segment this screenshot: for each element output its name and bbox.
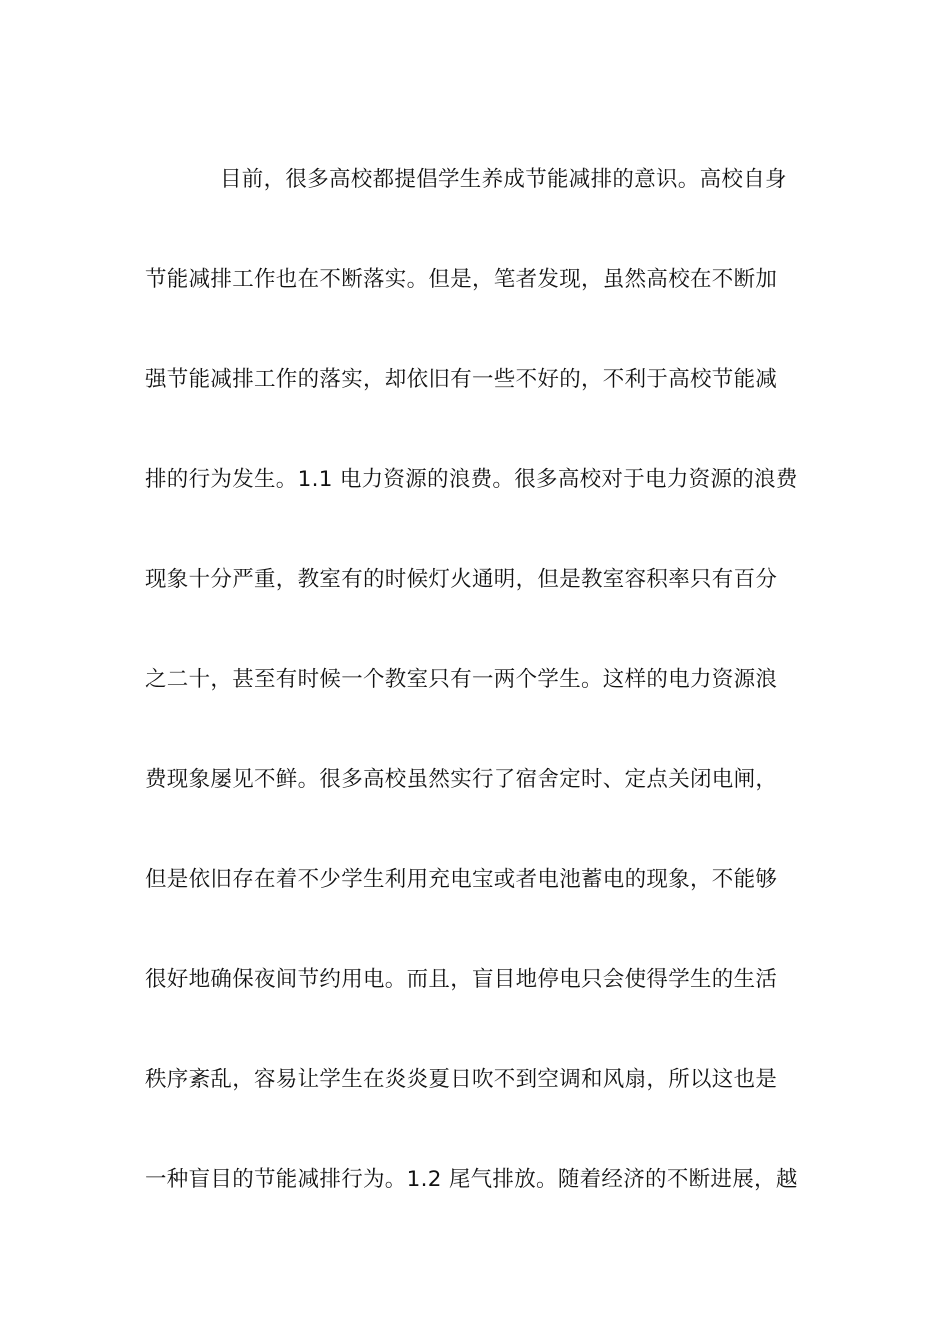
text-line: 强节能减排工作的落实，却依旧有一些不好的，不利于高校节能减 — [145, 367, 778, 392]
text-line: 一种盲目的节能减排行为。1.2 尾气排放。随着经济的不断进展，越 — [145, 1167, 798, 1192]
text-line: 费现象屡见不鲜。很多高校虽然实行了宿舍定时、定点关闭电闸， — [145, 767, 778, 792]
text-line: 秩序紊乱，容易让学生在炎炎夏日吹不到空调和风扇，所以这也是 — [145, 1067, 778, 1092]
text-line: 排的行为发生。1.1 电力资源的浪费。很多高校对于电力资源的浪费 — [145, 467, 798, 492]
text-line: 目前，很多高校都提倡学生养成节能减排的意识。高校自身 — [220, 167, 787, 192]
body-paragraph — [145, 130, 809, 1230]
text-line: 之二十，甚至有时候一个教室只有一两个学生。这样的电力资源浪 — [145, 667, 778, 692]
text-line: 节能减排工作也在不断落实。但是，笔者发现，虽然高校在不断加 — [145, 267, 778, 292]
text-line: 但是依旧存在着不少学生利用充电宝或者电池蓄电的现象，不能够 — [145, 867, 778, 892]
text-line: 现象十分严重，教室有的时候灯火通明，但是教室容积率只有百分 — [145, 567, 778, 592]
text-line: 很好地确保夜间节约用电。而且，盲目地停电只会使得学生的生活 — [145, 967, 778, 992]
